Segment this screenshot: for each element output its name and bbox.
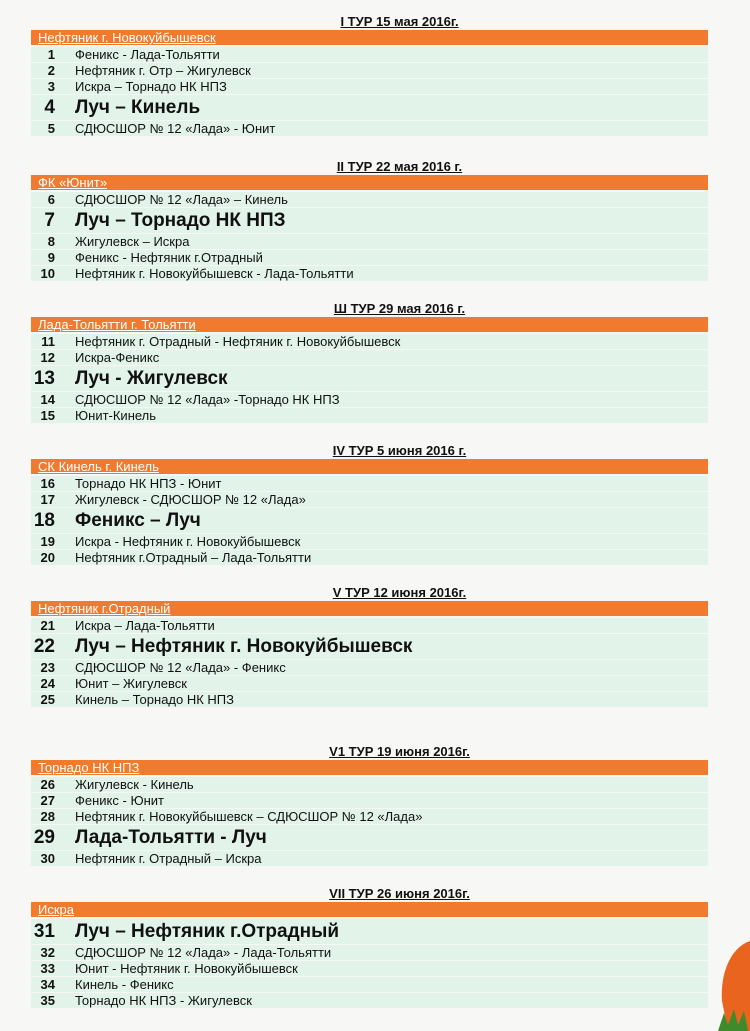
match-teams: Жигулевск - Кинель <box>75 777 194 792</box>
decorative-ball-graphic <box>710 921 750 1031</box>
round-title: V ТУР 12 июня 2016г. <box>332 585 467 600</box>
match-row <box>31 851 708 866</box>
match-teams: СДЮСШОР № 12 «Лада» - Феникс <box>75 660 286 675</box>
match-row <box>31 250 708 265</box>
round-title: VII ТУР 26 июня 2016г. <box>329 886 470 901</box>
match-number: 32 <box>40 945 55 960</box>
match-row <box>31 945 708 960</box>
match-teams: Нефтяник г.Отрадный – Лада-Тольятти <box>75 550 312 565</box>
match-row-featured <box>31 208 708 233</box>
match-teams: Луч – Кинель <box>75 97 201 118</box>
match-row <box>31 977 708 992</box>
match-number: 22 <box>33 636 55 657</box>
match-row <box>31 809 708 824</box>
round-block <box>31 443 708 566</box>
match-teams: Феникс - Нефтяник г.Отрадный <box>75 250 263 265</box>
match-number: 11 <box>41 334 55 349</box>
match-row <box>31 63 708 78</box>
round-block <box>31 744 708 867</box>
match-number: 7 <box>44 210 55 231</box>
match-number: 31 <box>33 921 55 942</box>
venue-bar[interactable]: СК Кинель г. Кинель <box>31 459 708 474</box>
match-number: 26 <box>40 777 55 792</box>
round-block <box>31 14 708 137</box>
match-number: 12 <box>40 350 55 365</box>
match-teams: Луч - Жигулевск <box>75 368 228 389</box>
match-teams: Нефтяник г. Отр – Жигулевск <box>75 63 251 78</box>
match-teams: Юнит – Жигулевск <box>75 676 187 691</box>
match-number: 21 <box>40 618 55 633</box>
match-number: 29 <box>33 827 55 848</box>
match-row <box>31 993 708 1008</box>
match-number: 35 <box>40 993 55 1008</box>
match-row <box>31 660 708 675</box>
match-row <box>31 350 708 365</box>
match-number: 15 <box>40 408 55 423</box>
match-row <box>31 534 708 549</box>
match-row <box>31 79 708 94</box>
match-row <box>31 961 708 976</box>
round-title: I ТУР 15 мая 2016г. <box>340 14 459 29</box>
round-title: V1 ТУР 19 июня 2016г. <box>329 744 470 759</box>
match-teams: Искра – Лада-Тольятти <box>75 618 215 633</box>
round-block <box>31 886 708 1009</box>
match-number: 27 <box>40 793 55 808</box>
venue-bar[interactable]: Нефтяник г.Отрадный <box>31 601 708 616</box>
match-number: 3 <box>47 79 55 94</box>
match-teams: Луч – Нефтяник г.Отрадный <box>75 921 340 942</box>
match-teams: СДЮСШОР № 12 «Лада» - Лада-Тольятти <box>75 945 332 960</box>
match-teams: Луч – Торнадо НК НПЗ <box>75 210 286 231</box>
match-number: 19 <box>40 534 55 549</box>
match-number: 10 <box>40 266 55 281</box>
round-title: Ш ТУР 29 мая 2016 г. <box>333 301 466 316</box>
round-block <box>31 301 708 424</box>
match-row-featured <box>31 95 708 120</box>
round-block <box>31 159 708 282</box>
match-teams: Феникс – Луч <box>75 510 201 531</box>
match-number: 25 <box>40 692 55 707</box>
match-teams: СДЮСШОР № 12 «Лада» – Кинель <box>75 192 288 207</box>
match-teams: Кинель - Феникс <box>75 977 174 992</box>
match-teams: Торнадо НК НПЗ - Жигулевск <box>75 993 252 1008</box>
match-teams: Жигулевск - СДЮСШОР № 12 «Лада» <box>75 492 306 507</box>
match-teams: Луч – Нефтяник г. Новокуйбышевск <box>75 636 413 657</box>
match-number: 17 <box>40 492 55 507</box>
match-number: 30 <box>40 851 55 866</box>
match-teams: Кинель – Торнадо НК НПЗ <box>75 692 235 707</box>
match-teams: Юнит-Кинель <box>75 408 157 423</box>
match-teams: Нефтяник г. Отрадный – Искра <box>75 851 262 866</box>
match-row <box>31 334 708 349</box>
match-teams: СДЮСШОР № 12 «Лада» - Юнит <box>75 121 276 136</box>
match-teams: Нефтяник г. Новокуйбышевск – СДЮСШОР № 12 «Лада» <box>75 809 423 824</box>
match-row-featured <box>31 366 708 391</box>
round-title: II ТУР 22 мая 2016 г. <box>336 159 463 174</box>
match-teams: Жигулевск – Искра <box>75 234 190 249</box>
match-row <box>31 676 708 691</box>
match-row <box>31 793 708 808</box>
match-row <box>31 234 708 249</box>
match-row-featured <box>31 919 708 944</box>
match-row <box>31 492 708 507</box>
match-teams: Торнадо НК НПЗ - Юнит <box>75 476 222 491</box>
match-row-featured <box>31 825 708 850</box>
match-row <box>31 266 708 281</box>
match-teams: Искра – Торнадо НК НПЗ <box>75 79 227 94</box>
match-teams: Нефтяник г. Отрадный - Нефтяник г. Новокуйбышевск <box>75 334 401 349</box>
match-row <box>31 392 708 407</box>
venue-bar[interactable]: ФК «Юнит» <box>31 175 708 190</box>
match-number: 4 <box>44 97 55 118</box>
match-number: 1 <box>47 47 55 62</box>
venue-bar[interactable]: Нефтяник г. Новокуйбышевск <box>31 30 708 45</box>
match-teams: Юнит - Нефтяник г. Новокуйбышевск <box>75 961 298 976</box>
match-number: 8 <box>47 234 55 249</box>
match-teams: Искра - Нефтяник г. Новокуйбышевск <box>75 534 301 549</box>
venue-bar[interactable]: Лада-Тольятти г. Тольятти <box>31 317 708 332</box>
match-number: 18 <box>33 510 55 531</box>
match-teams: Искра-Феникс <box>75 350 160 365</box>
round-title: IV ТУР 5 июня 2016 г. <box>332 443 467 458</box>
match-number: 9 <box>47 250 55 265</box>
match-teams: Феникс - Лада-Тольятти <box>75 47 220 62</box>
match-row <box>31 408 708 423</box>
match-number: 6 <box>47 192 55 207</box>
match-row-featured <box>31 634 708 659</box>
match-row <box>31 47 708 62</box>
match-number: 34 <box>40 977 55 992</box>
match-row <box>31 692 708 707</box>
match-row-featured <box>31 508 708 533</box>
venue-bar[interactable]: Искра <box>31 902 708 917</box>
match-row <box>31 618 708 633</box>
match-number: 24 <box>40 676 55 691</box>
match-teams: Феникс - Юнит <box>75 793 164 808</box>
match-teams: Лада-Тольятти - Луч <box>75 827 267 848</box>
match-number: 13 <box>33 368 55 389</box>
match-row <box>31 192 708 207</box>
match-teams: Нефтяник г. Новокуйбышевск - Лада-Тольятти <box>75 266 354 281</box>
match-number: 33 <box>40 961 55 976</box>
match-row <box>31 550 708 565</box>
match-number: 2 <box>47 63 55 78</box>
round-block <box>31 585 708 708</box>
match-number: 14 <box>40 392 55 407</box>
grass-shape <box>718 1009 748 1031</box>
match-number: 28 <box>40 809 55 824</box>
match-number: 5 <box>47 121 55 136</box>
match-row <box>31 121 708 136</box>
match-row <box>31 777 708 792</box>
match-number: 20 <box>40 550 55 565</box>
match-number: 16 <box>40 476 55 491</box>
match-row <box>31 476 708 491</box>
venue-bar[interactable]: Торнадо НК НПЗ <box>31 760 708 775</box>
match-number: 23 <box>40 660 55 675</box>
match-teams: СДЮСШОР № 12 «Лада» -Торнадо НК НПЗ <box>75 392 340 407</box>
